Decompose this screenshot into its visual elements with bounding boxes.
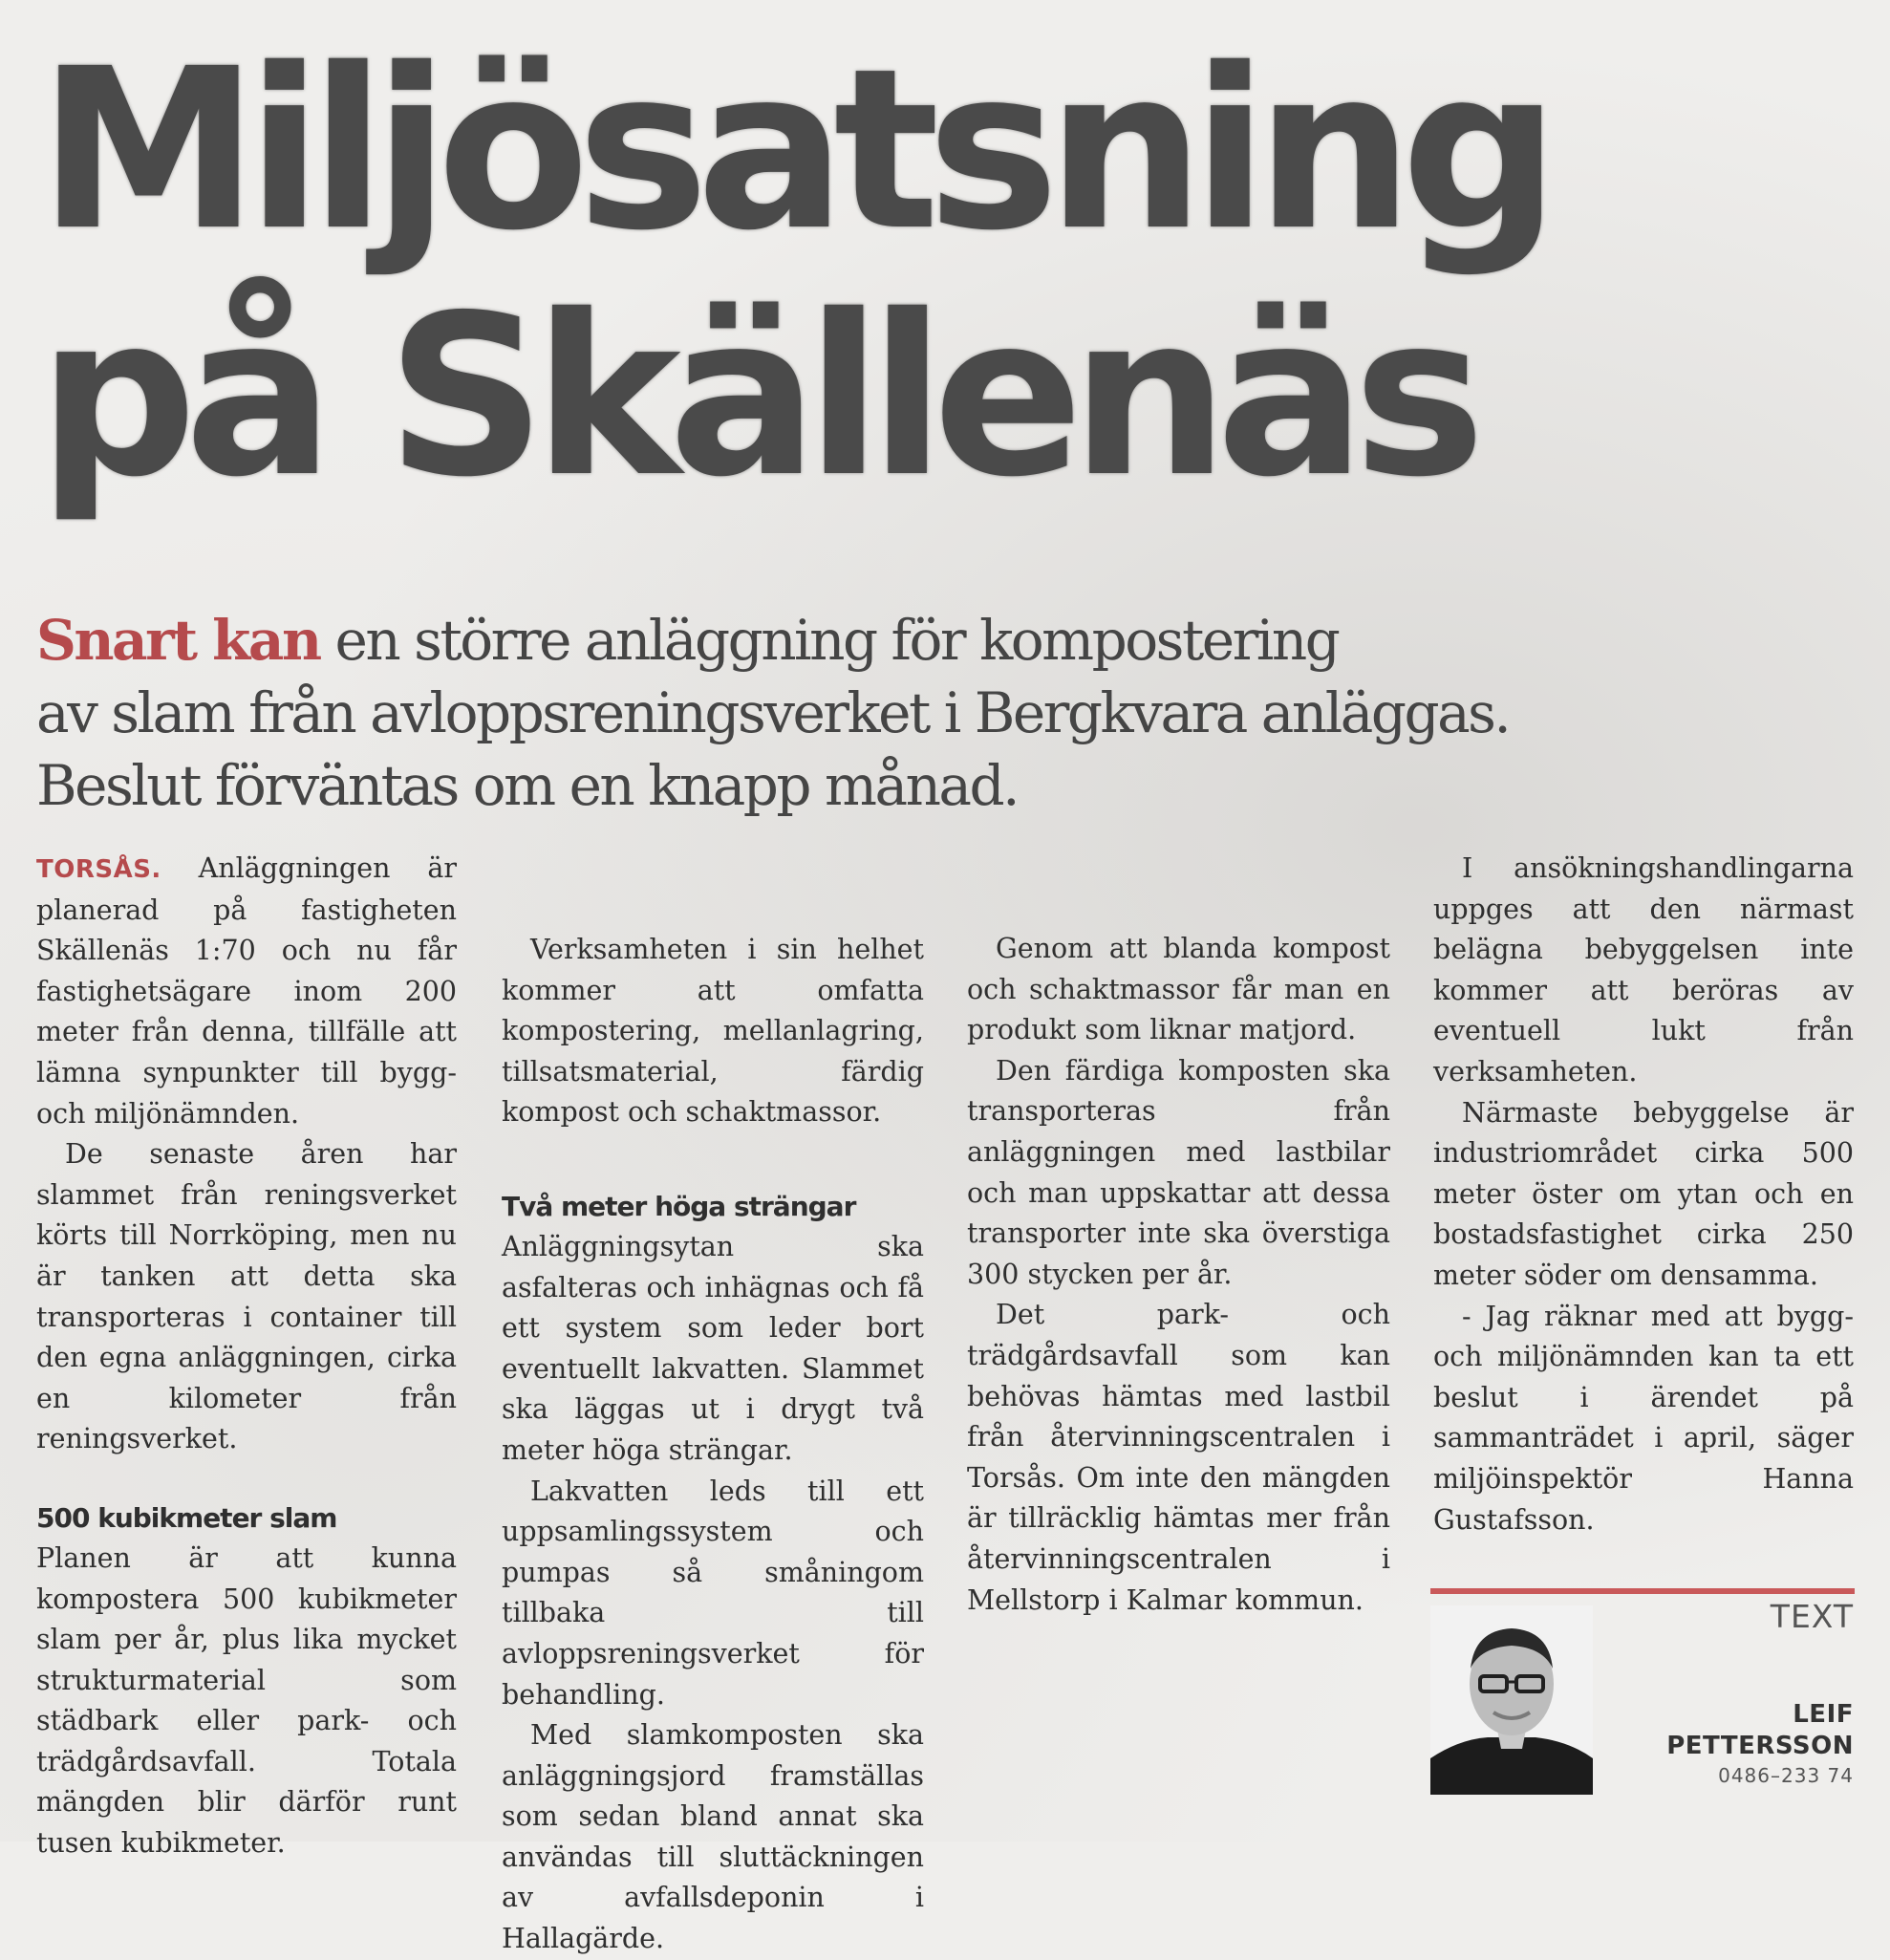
article-paragraph: Verksamheten i sin helhet kommer att omfatta kompostering, mellanlagring, tillsatsmaterial, färdig kompost och schaktmassor. — [502, 934, 924, 1129]
subheading: Två meter höga strängar — [502, 1190, 856, 1222]
article-paragraph: De senaste åren har slammet från reningsverket körts till Norrköping, men nu är tanken att detta ska transporteras i container till den egna anläggningen, cirka en kilometer från reningsverket. — [36, 1138, 457, 1455]
article-paragraph: Planen är att kunna kompostera 500 kubikmeter slam per år, plus lika mycket strukturmaterial som städbark eller park- och trädgårdsavfall. Totala mängden blir därför runt tusen kubikmeter. — [36, 1541, 457, 1860]
headline-line-2: på Skällenäs — [38, 268, 1473, 526]
article-paragraph: - Jag räknar med att bygg- och miljönämnden kan ta ett beslut i ärendet på sammanträdet i april, säger miljöinspektör Hanna Gustafsson. — [1433, 1300, 1854, 1536]
headline — [38, 21, 1854, 526]
author-portrait-image — [1430, 1605, 1593, 1795]
article-paragraph: I ansökningshandlingarna uppges att den närmast belägna bebyggelsen inte kommer att beröras av eventuell lukt från verksamheten. — [1433, 852, 1854, 1088]
article-column-1 — [36, 849, 457, 1864]
author-portrait — [1430, 1605, 1593, 1795]
article-column-3 — [967, 929, 1390, 1621]
article-paragraph-text: Anläggningen är planerad på fastigheten Skällenäs 1:70 och nu får fastighetsägare inom 200 meter från denna, tillfälle att lämna synpunkter till bygg- och miljönämnden. — [36, 852, 457, 1130]
article-paragraph: Närmaste bebyggelse är industriområdet cirka 500 meter öster om ytan och en bostadsfastighet cirka 250 meter söder om densamma. — [1433, 1096, 1854, 1291]
article-paragraph — [36, 849, 457, 1134]
byline-label: TEXT — [1770, 1598, 1854, 1635]
article-paragraph: Den färdiga komposten ska transporteras från anläggningen med lastbilar och man uppskattar att dessa transporter inte ska överstiga 300 stycken per år. — [967, 1054, 1390, 1290]
dateline: TORSÅS. — [36, 855, 161, 884]
article-column-4 — [1433, 849, 1854, 1540]
deck-line-1 — [36, 604, 1852, 677]
article-paragraph: Med slamkomposten ska anläggningsjord framställas som sedan bland annat ska användas till sluttäckningen av avfallsdeponin i Hallagärde. — [502, 1719, 924, 1955]
deck-line-1-rest: en större anläggning för kompostering — [319, 608, 1339, 673]
subheading: 500 kubikmeter slam — [36, 1501, 337, 1534]
article-paragraph: Genom att blanda kompost och schaktmassor får man en produkt som liknar matjord. — [967, 933, 1390, 1046]
byline-name — [1666, 1699, 1854, 1762]
article-paragraph: Anläggningsytan ska asfalteras och inhägnas och få ett system som leder bort eventuellt lakvatten. Slammet ska läggas ut i drygt två meter höga strängar. — [502, 1230, 924, 1466]
deck-line-3: Beslut förväntas om en knapp månad. — [36, 753, 1019, 818]
deck-line-2: av slam från avloppsreningsverket i Bergkvara anläggas. — [36, 680, 1510, 745]
article-paragraph: Lakvatten leds till ett uppsamlingssystem och pumpas så småningom tillbaka till avloppsreningsverket för behandling. — [502, 1475, 924, 1711]
byline-first-name: LEIF — [1793, 1700, 1854, 1729]
deck — [36, 604, 1852, 822]
byline-rule — [1430, 1588, 1855, 1594]
article-paragraph: Det park- och trädgårdsavfall som kan behövas hämtas med lastbil från återvinningscentralen i Torsås. Om inte den mängden är tillräcklig hämtas mer från återvinningscentralen i Mellstorp i Kalmar kommun. — [967, 1299, 1390, 1616]
headline-line-1: Miljösatsning — [38, 21, 1548, 279]
deck-kicker: Snart kan — [36, 608, 320, 673]
byline-phone: 0486–233 74 — [1718, 1764, 1854, 1787]
article-column-2 — [502, 808, 924, 1960]
byline-last-name: PETTERSSON — [1666, 1732, 1854, 1760]
